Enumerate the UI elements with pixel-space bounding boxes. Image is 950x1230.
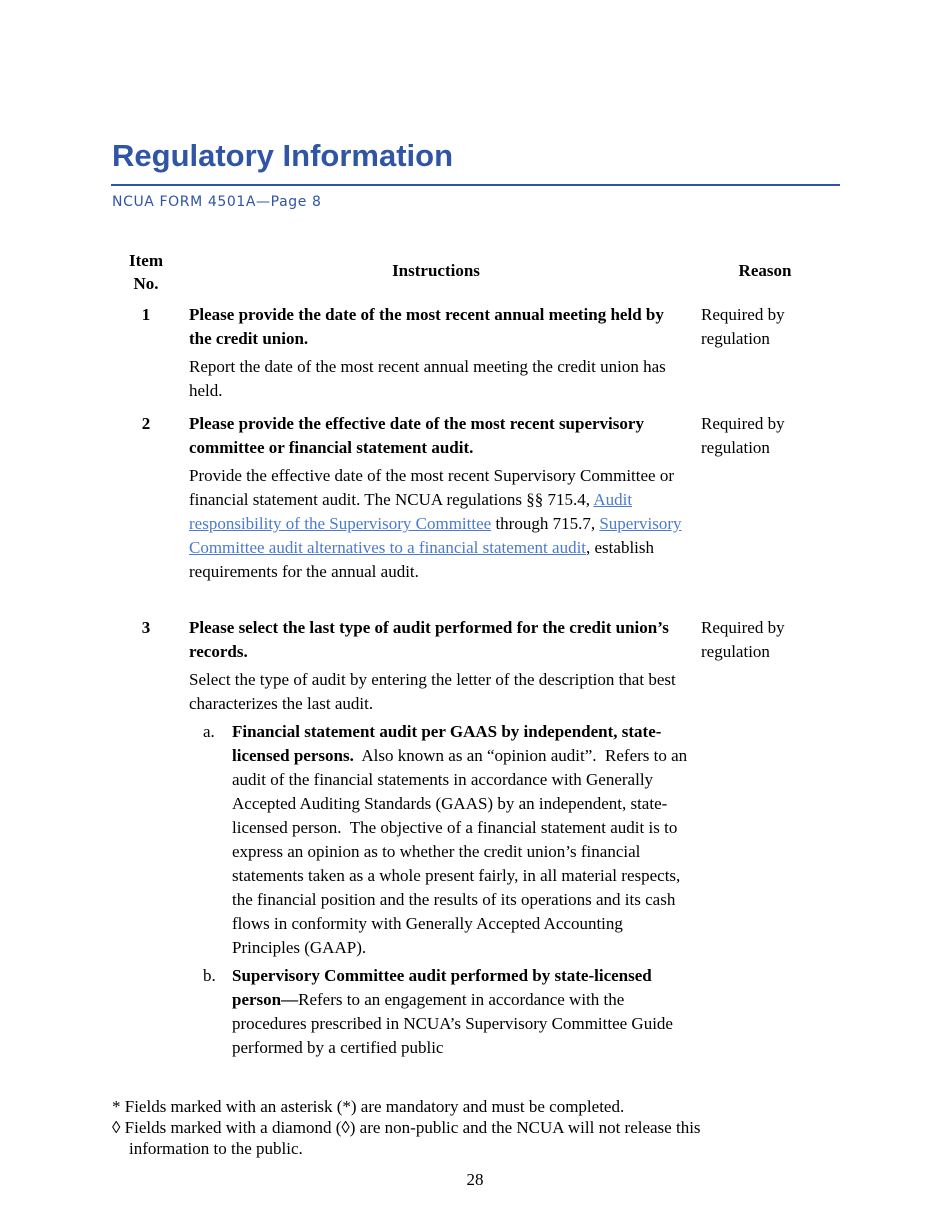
question-text: Please provide the date of the most recent annual meeting held by the credit union.: [189, 305, 664, 348]
reason-line: regulation: [701, 642, 770, 661]
instructions-cell: [189, 616, 692, 1060]
item-number: 1: [141, 305, 151, 324]
non-public-fields-note: ◊ Fields marked with a diamond (◊) are non-public and the NCUA will not release this: [112, 1118, 701, 1137]
description-segment: through 715.7,: [491, 514, 600, 533]
reason-line: Required by: [701, 414, 785, 433]
description-text: Report the date of the most recent annual meeting the credit union has held.: [189, 357, 666, 400]
description-text: [189, 464, 689, 584]
column-header-instructions: Instructions: [392, 261, 480, 280]
instructions-cell: [189, 412, 689, 584]
page-number: 28: [466, 1170, 484, 1189]
description-segment: Provide the effective date of the most recent Supervisory Committee or financial statement audit. The NCUA regulations §§ 715.4,: [189, 466, 674, 509]
audit-alternatives-link[interactable]: Supervisory Committee audit alternatives to a financial statement audit: [189, 514, 682, 557]
audit-responsibility-link[interactable]: Audit responsibility of the Supervisory Committee: [189, 490, 633, 533]
reason-cell: [701, 412, 831, 460]
reason-cell: [701, 616, 831, 664]
column-header-item-line1: Item: [129, 251, 163, 270]
mandatory-fields-note: * Fields marked with an asterisk (*) are mandatory and must be completed.: [112, 1097, 625, 1116]
column-header-item-line2: No.: [133, 274, 159, 293]
column-header-reason: Reason: [738, 261, 792, 280]
audit-option-b: [189, 964, 689, 1060]
item-number: 2: [141, 414, 151, 433]
reason-line: Required by: [701, 618, 785, 637]
instructions-cell: [189, 303, 689, 403]
option-label: a.: [203, 722, 215, 741]
column-header-item-no: [124, 249, 168, 295]
page-title: Regulatory Information: [112, 138, 454, 173]
option-label: b.: [203, 966, 216, 985]
title-divider: [111, 184, 840, 186]
reason-line: regulation: [701, 329, 770, 348]
question-text: Please provide the effective date of the most recent supervisory committee or financial statement audit.: [189, 414, 644, 457]
reason-line: regulation: [701, 438, 770, 457]
option-text: Also known as an “opinion audit”. Refers to an audit of the financial statements in accordance with Generally Accepted Auditing Standards (GAAS) by an independent, state-licensed person. The objective of a financial statement audit is to express an opinion as to whether the credit union’s financial statements taken as a whole present fairly, in all material respects, the financial position and the results of its operations and its cash flows in conformity with Generally Accepted Accounting Principles (GAAP).: [232, 746, 692, 957]
reason-line: Required by: [701, 305, 785, 324]
audit-option-a: [189, 720, 692, 960]
reason-cell: [701, 303, 831, 351]
form-page-label: NCUA FORM 4501A—Page 8: [112, 194, 322, 210]
option-title: Financial statement audit per GAAS by independent, state-licensed persons.: [232, 722, 662, 765]
question-text: Please select the last type of audit performed for the credit union’s records.: [189, 618, 669, 661]
description-segment: , establish requirements for the annual audit.: [189, 538, 655, 581]
description-text: Select the type of audit by entering the letter of the description that best characterizes the last audit.: [189, 670, 676, 713]
option-text: Refers to an engagement in accordance with the procedures prescribed in NCUA’s Supervisory Committee Guide performed by a certified public: [232, 990, 673, 1057]
item-number: 3: [141, 618, 151, 637]
option-title: Supervisory Committee audit performed by state-licensed person—: [232, 966, 652, 1009]
non-public-fields-note-cont: information to the public.: [129, 1139, 303, 1158]
